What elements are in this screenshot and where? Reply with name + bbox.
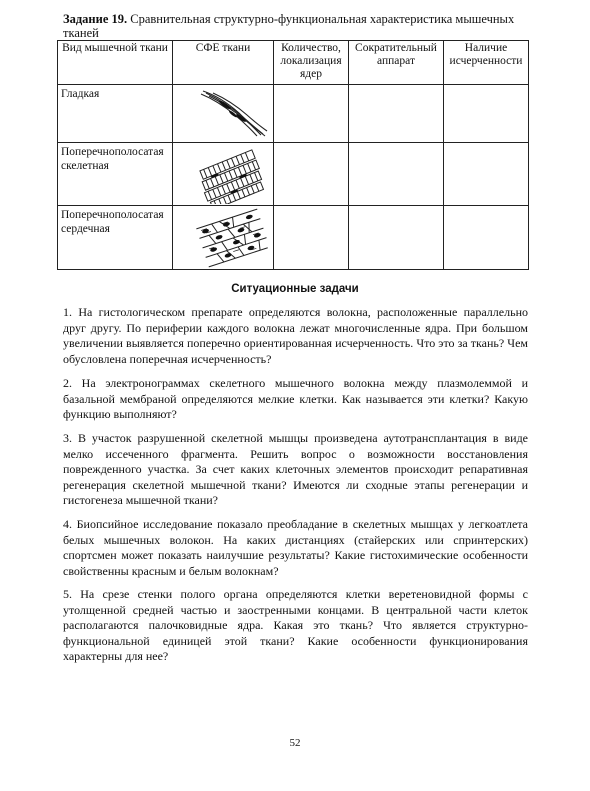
task-title-label: Задание 19.	[63, 12, 128, 26]
header-contractile: Сократительный аппарат	[349, 41, 444, 85]
section-title: Ситуационные задачи	[231, 283, 359, 295]
cell-drawing	[173, 85, 274, 143]
skeletal-muscle-drawing	[173, 143, 273, 204]
task-title-text: Сравнительная структурно-функциональная характеристика мышечных тканей	[63, 12, 515, 40]
cell-tissue-type: Поперечнополосатая скелетная	[58, 143, 173, 206]
table-row	[58, 143, 529, 206]
header-nuclei: Количество, локализация ядер	[274, 41, 349, 85]
header-striation: Наличие исчерченности	[444, 41, 529, 85]
table-row	[58, 206, 529, 270]
task-paragraph: 3. В участок разрушенной скелетной мышцы произведена аутотрансплантация в виде мелко иссеченного фрагмента. Решить вопрос о возможности восстановления поврежденного участка. За счет каких клеточных элементов происходит репаративная регенерация скелетной мышечной ткани? Имеются ли сходные этапы регенерации и гистогенеза мышечной ткани?	[63, 431, 528, 507]
muscle-tissue-table	[57, 40, 529, 270]
cell-contractile-empty	[349, 85, 444, 143]
task-paragraph: 2. На электронограммах скелетного мышечного волокна между плазмолеммой и базальной мембраной определяются мелкие клетки. Как называется эти клетки? Какую функцию выполняют?	[63, 376, 528, 421]
task-paragraph: 5. На срезе стенки полого органа определяются клетки веретеновидной формы с утолщенной средней частью и заостренными концами. В центральной части клеток располагаются палочковидные ядра. Какая это ткань? Что является структурно-функциональной единицей этой ткани? Какие особенности функционирования характерны для нее?	[63, 587, 528, 663]
cell-tissue-type: Поперечнополосатая сердечная	[58, 206, 173, 270]
task-paragraph: 1. На гистологическом препарате определяются волокна, расположенные параллельно друг другу. По периферии каждого волокна лежат многочисленные ядра. При большом увеличении выявляется поперечно ориентированная исчерченность. Что это за ткань? Чем обусловлена поперечная исчерченность?	[63, 305, 528, 366]
cardiac-muscle-drawing	[173, 206, 273, 268]
cell-contractile-empty	[349, 206, 444, 270]
table-header-row	[58, 41, 529, 85]
task-title	[63, 12, 543, 40]
page-number: 52	[289, 737, 301, 749]
cell-tissue-type: Гладкая	[58, 85, 173, 143]
smooth-muscle-drawing	[173, 85, 273, 141]
cell-drawing	[173, 143, 274, 206]
cell-contractile-empty	[349, 143, 444, 206]
cell-striation-empty	[444, 85, 529, 143]
task-paragraph: 4. Биопсийное исследование показало преобладание в скелетных мышцах у легкоатлета белых мышечных волокон. На каких дистанциях (стайерских или спринтерских) спортсмен может показать наилучшие результаты? Какие гистохимические особенности свойственны красным и белым волокнам?	[63, 517, 528, 578]
cell-nuclei-empty	[274, 85, 349, 143]
cell-nuclei-empty	[274, 143, 349, 206]
cell-drawing	[173, 206, 274, 270]
cell-nuclei-empty	[274, 206, 349, 270]
cell-striation-empty	[444, 206, 529, 270]
cell-striation-empty	[444, 143, 529, 206]
header-sfe: СФЕ ткани	[173, 41, 274, 85]
table-row	[58, 85, 529, 143]
header-tissue-type: Вид мышечной ткани	[58, 41, 173, 85]
